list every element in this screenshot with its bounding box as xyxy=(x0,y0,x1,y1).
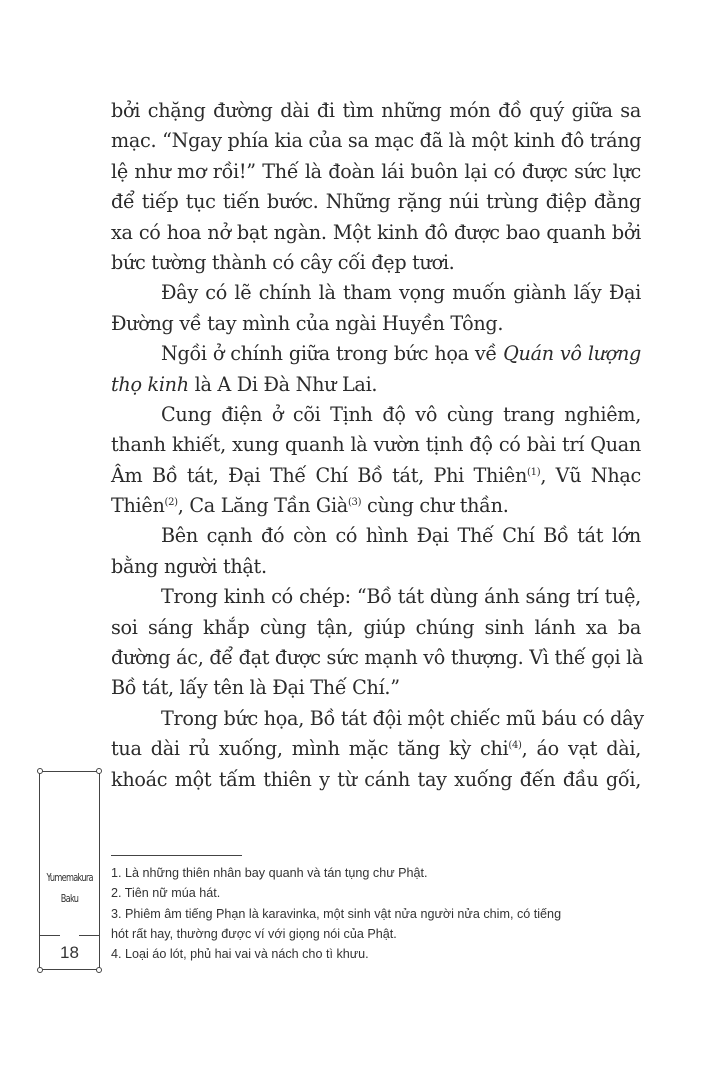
text-segment: thanh khiết, xung quanh là vườn tịnh độ có bài trí Quan xyxy=(111,433,641,457)
text-line xyxy=(111,491,641,521)
footnote-ref: (4) xyxy=(508,740,522,752)
text-segment: Cung điện ở cõi Tịnh độ vô cùng trang nghiêm, xyxy=(161,402,641,426)
box-top-border xyxy=(42,771,97,772)
text-line xyxy=(111,673,641,703)
text-segment: xa có hoa nở bạt ngàn. Một kinh đô được bao quanh bởi xyxy=(111,220,641,244)
paragraph xyxy=(111,339,641,400)
footnote: 1. Là những thiên nhân bay quanh và tán tụng chư Phật. xyxy=(111,866,428,880)
text-segment: tua dài rủ xuống, mình mặc tăng kỳ chi xyxy=(111,737,509,761)
paragraph xyxy=(111,278,641,339)
footnote-divider xyxy=(111,855,242,856)
box-bottom-border xyxy=(42,969,97,970)
text-segment: , Ca Lăng Tần Già xyxy=(177,494,348,518)
paragraph xyxy=(111,400,641,522)
text-line xyxy=(111,582,641,612)
text-line xyxy=(111,521,641,551)
text-segment: Bồ tát, lấy tên là Đại Thế Chí.” xyxy=(111,676,400,700)
text-segment: cùng chư thần. xyxy=(361,494,509,518)
text-segment: bức tường thành có cây cối đẹp tươi. xyxy=(111,250,455,274)
corner-ornament xyxy=(96,768,102,774)
footnote: 4. Loại áo lót, phủ hai vai và nách cho tì khưu. xyxy=(111,947,369,962)
paragraph xyxy=(111,582,644,704)
text-segment: Trong kinh có chép: “Bồ tát dùng ánh sáng trí tuệ, xyxy=(161,585,641,609)
paragraph xyxy=(111,521,641,582)
footnotes xyxy=(111,863,671,964)
text-segment: bằng người thật. xyxy=(111,554,267,578)
footnote: 3. Phiêm âm tiếng Phạn là karavinka, một sinh vật nửa người nửa chim, có tiếng xyxy=(111,906,562,921)
text-line xyxy=(111,157,641,187)
text-segment: Đường về tay mình của ngài Huyền Tông. xyxy=(111,311,504,335)
corner-ornament xyxy=(37,967,43,973)
text-line xyxy=(111,248,641,278)
margin-author-box xyxy=(39,771,100,970)
author-line: Baku xyxy=(60,893,79,905)
text-line xyxy=(111,339,641,369)
text-segment: Đây có lẽ chính là tham vọng muốn giành lấy Đại xyxy=(161,281,641,305)
box-divider xyxy=(79,935,99,936)
author-name xyxy=(46,868,92,910)
text-segment: Bên cạnh đó còn có hình Đại Thế Chí Bồ tát lớn xyxy=(161,524,641,548)
page-number: 18 xyxy=(60,943,79,962)
text-line xyxy=(111,613,641,643)
text-segment: , Vũ Nhạc xyxy=(540,463,641,487)
footnote-ref: (1) xyxy=(527,466,541,478)
text-segment: Ngồi ở chính giữa trong bức họa về xyxy=(161,342,504,366)
text-line xyxy=(111,400,641,430)
text-segment: lệ như mơ rồi!” Thế là đoàn lái buôn lại có được sức lực xyxy=(111,159,641,183)
footnote: hót rất hay, thường được ví với giọng nói của Phật. xyxy=(111,926,397,941)
footnote: 2. Tiên nữ múa hát. xyxy=(111,886,221,901)
text-segment: khoác một tấm thiên y từ cánh tay xuống đến đầu gối, xyxy=(111,767,641,791)
text-line xyxy=(111,643,644,673)
text-segment: là A Di Đà Như Lai. xyxy=(188,372,378,396)
text-line xyxy=(111,552,641,582)
text-segment: Thiên xyxy=(111,494,165,518)
text-line xyxy=(111,126,641,156)
text-line xyxy=(111,278,641,308)
text-line xyxy=(111,218,641,248)
text-line xyxy=(111,430,641,460)
text-line xyxy=(111,309,641,339)
text-segment: bởi chặng đường dài đi tìm những món đồ quý giữa sa xyxy=(111,99,641,122)
text-segment: Trong bức họa, Bồ tát đội một chiếc mũ báu có dây xyxy=(161,706,644,730)
box-divider xyxy=(40,935,60,936)
text-segment: đường ác, để đạt được sức mạnh vô thượng. Vì thế gọi là xyxy=(111,646,644,670)
text-segment: , áo vạt dài, xyxy=(521,737,641,761)
italic-title: Quán vô lượng xyxy=(503,342,642,366)
footnote-ref: (2) xyxy=(164,497,178,509)
footnote-ref: (3) xyxy=(347,497,362,509)
author-line: Yumemakura xyxy=(46,872,93,884)
text-segment: mạc. “Ngay phía kia của sa mạc đã là một kinh đô tráng xyxy=(111,129,642,153)
text-line xyxy=(111,461,641,491)
paragraph xyxy=(111,96,641,278)
text-line xyxy=(111,187,641,217)
text-line xyxy=(111,765,641,795)
corner-ornament xyxy=(37,768,43,774)
italic-title: thọ kinh xyxy=(111,372,189,396)
corner-ornament xyxy=(96,967,102,973)
text-line xyxy=(111,370,641,400)
text-line xyxy=(111,96,641,126)
text-segment: để tiếp tục tiến bước. Những rặng núi trùng điệp đằng xyxy=(111,190,641,214)
text-segment: soi sáng khắp cùng tận, giúp chúng sinh lánh xa ba xyxy=(111,615,641,639)
text-segment: Âm Bồ tát, Đại Thế Chí Bồ tát, Phi Thiên xyxy=(111,463,528,487)
text-line xyxy=(111,734,641,764)
body-text xyxy=(111,96,644,795)
paragraph xyxy=(111,704,644,795)
text-line xyxy=(111,704,644,734)
